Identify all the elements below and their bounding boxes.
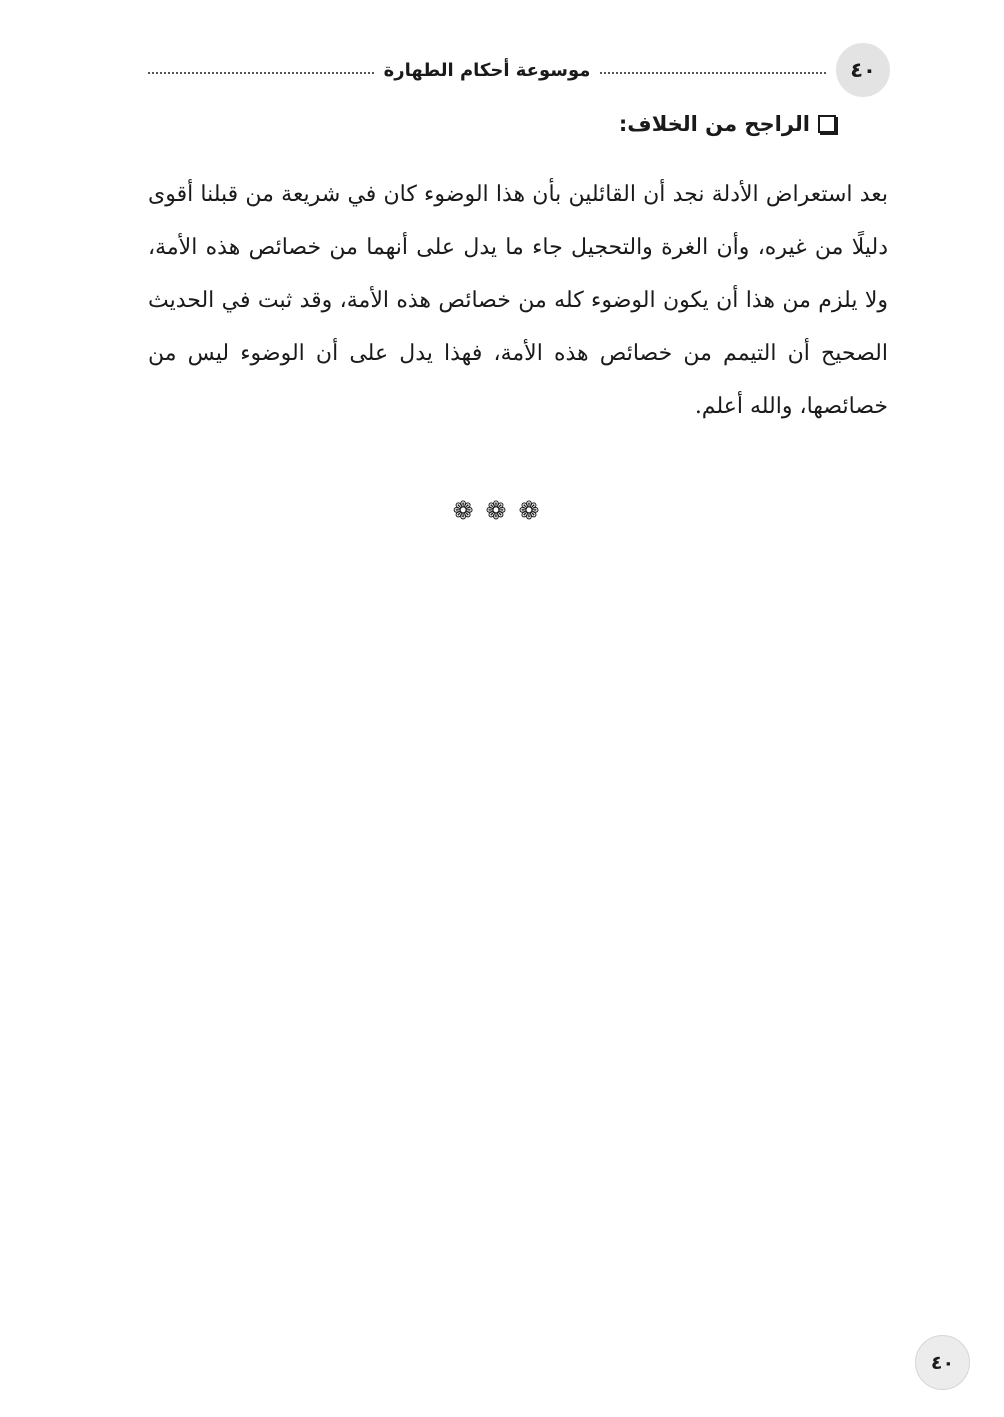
square-bullet-icon [818,115,836,133]
book-title: موسوعة أحكام الطهارة [383,59,591,81]
page-header [148,43,890,97]
section-heading-text: الراجح من الخلاف: [618,112,810,136]
header-page-number: ٤٠ [836,43,890,97]
flower-ornament-icon: ❁❁❁ [452,496,552,525]
header-dots-right [600,72,826,74]
section-heading [619,112,836,136]
footer-page-number: ٤٠ [915,1335,970,1390]
body-paragraph: بعد استعراض الأدلة نجد أن القائلين بأن هذا الوضوء كان في شريعة من قبلنا أقوى دليلًا من غيره، وأن الغرة والتحجيل جاء ما يدل على أنهما من خصائص هذه الأمة، ولا يلزم من هذا أن يكون الوضوء كله من خصائص هذه الأمة، وقد ثبت في الحديث الصحيح أن التيمم من خصائص هذه الأمة، فهذا يدل على أن الوضوء ليس من خصائصها، والله أعلم. [148,182,889,419]
header-title-line [148,57,826,83]
header-dots-left [148,72,374,74]
